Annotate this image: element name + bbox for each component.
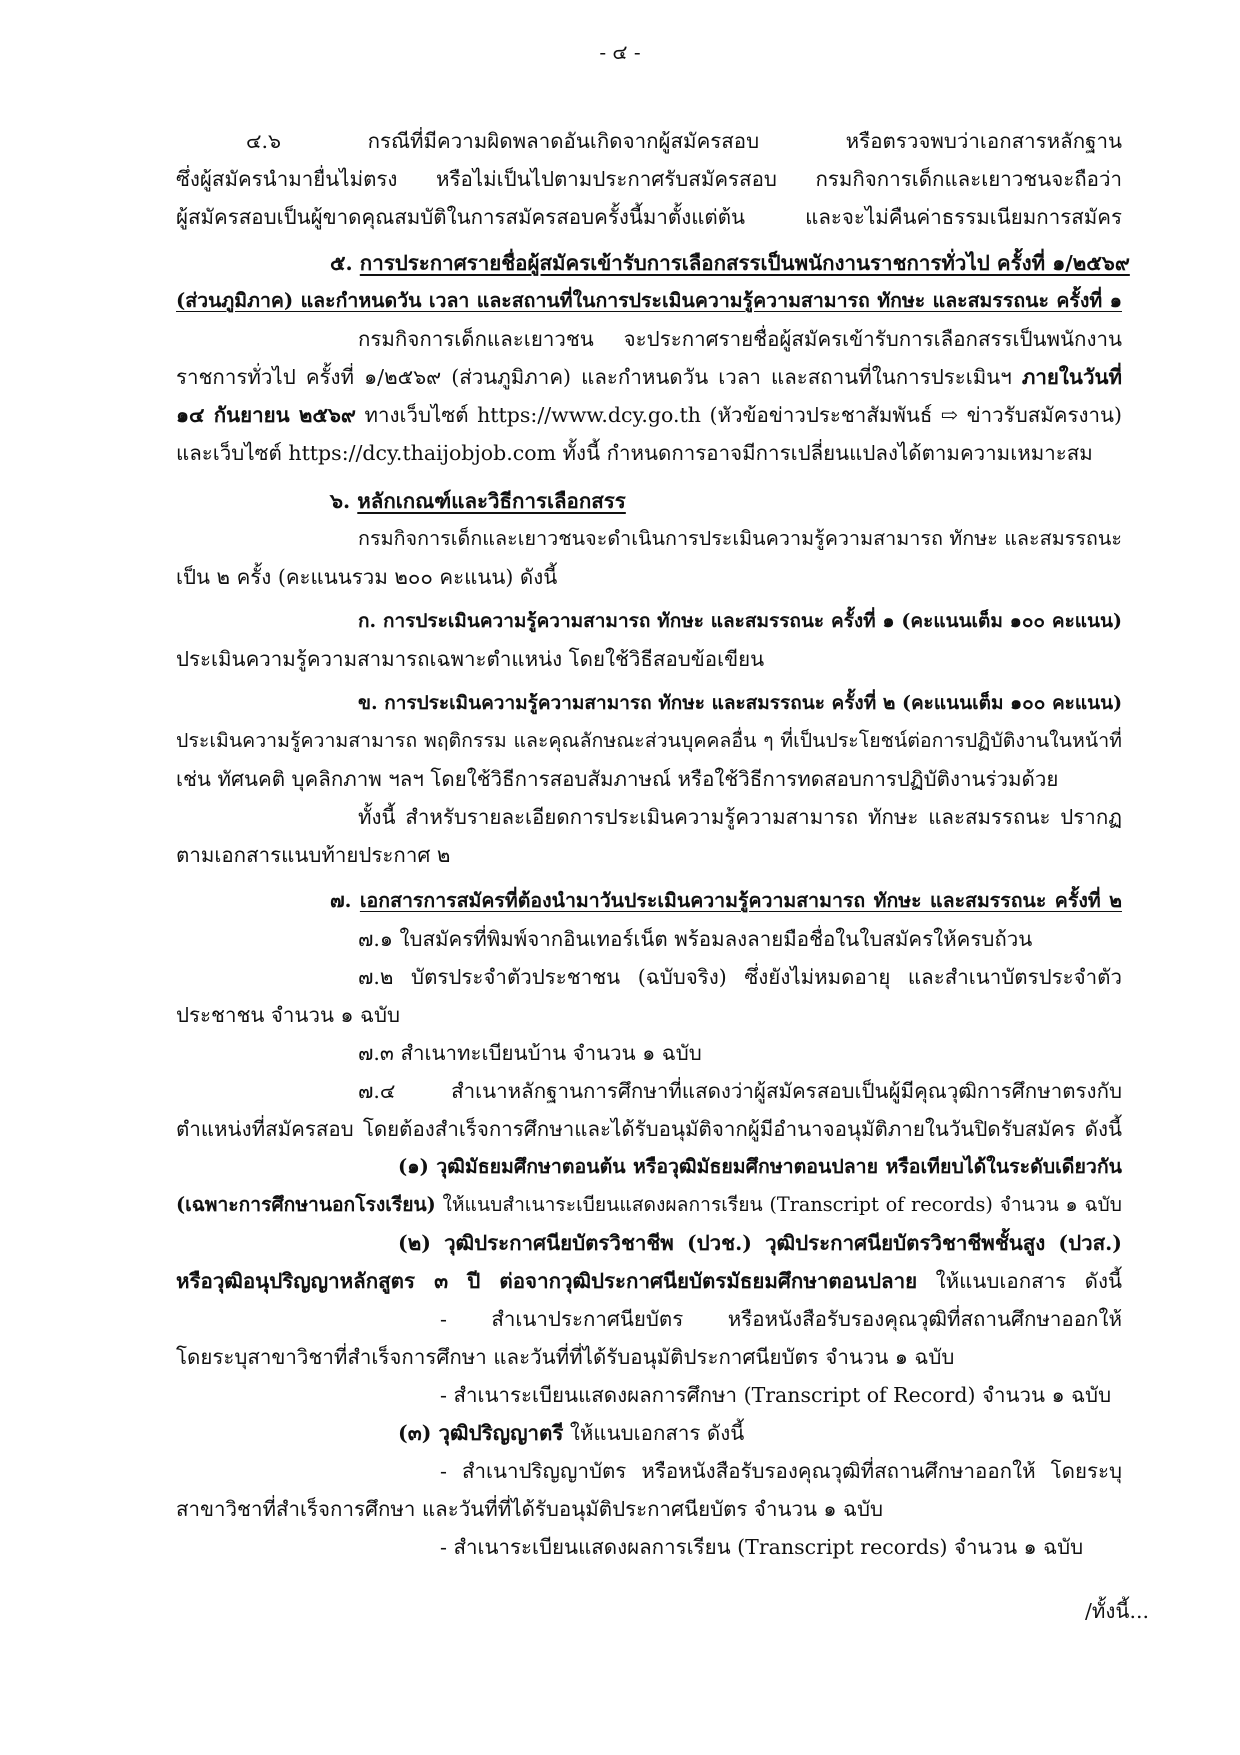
section-7-heading — [330, 883, 1122, 919]
section-number: ๖. — [330, 489, 351, 513]
document-item: - สำเนาประกาศนียบัตร หรือหนังสือรับรองคุณวุฒิที่สถานศึกษาออกให้ — [440, 1307, 1122, 1331]
paragraph-line: ตามเอกสารแนบท้ายประกาศ ๒ — [176, 843, 451, 867]
text-run-bold: ๑๔ กันยายน ๒๕๖๙ — [176, 403, 356, 427]
list-item-continuation: ประชาชน จำนวน ๑ ฉบับ — [176, 1003, 400, 1027]
paragraph-line: ผู้สมัครสอบเป็นผู้ขาดคุณสมบัติในการสมัครสอบครั้งนี้มาตั้งแต่ต้น และจะไม่คืนค่าธรรมเนียมการสมัคร — [176, 205, 1122, 229]
qualification-heading: (๑) วุฒิมัธยมศึกษาตอนต้น หรือวุฒิมัธยมศึกษาตอนปลาย หรือเทียบได้ในระดับเดียวกัน — [398, 1155, 1122, 1178]
section-5-heading — [330, 245, 1130, 281]
list-item: ๗.๑ ใบสมัครที่พิมพ์จากอินเทอร์เน็ต พร้อมลงลายมือชื่อในใบสมัครให้ครบถ้วน — [358, 927, 1033, 951]
section-title: เอกสารการสมัครที่ต้องนำมาวันประเมินความรู้ความสามารถ ทักษะ และสมรรถนะ ครั้งที่ ๒ — [359, 889, 1122, 912]
paragraph-line: ประเมินความรู้ความสามารถเฉพาะตำแหน่ง โดยใช้วิธีสอบข้อเขียน — [176, 647, 765, 671]
paragraph-line: ทั้งนี้ สำหรับรายละเอียดการประเมินความรู้ความสามารถ ทักษะ และสมรรถนะ ปรากฏ — [358, 805, 1122, 829]
text-run: ราชการทั่วไป ครั้งที่ ๑/๒๕๖๙ (ส่วนภูมิภาค) และกำหนดวัน เวลา และสถานที่ในการประเมินฯ — [176, 365, 1022, 389]
qualification-heading — [398, 1415, 744, 1451]
paragraph-line — [176, 359, 1122, 395]
paragraph-line: ซึ่งผู้สมัครนำมายื่นไม่ตรง หรือไม่เป็นไปตามประกาศรับสมัครสอบ กรมกิจการเด็กและเยาวชนจะถือว่า — [176, 167, 1122, 191]
document-item-continuation: โดยระบุสาขาวิชาที่สำเร็จการศึกษา และวันที่ที่ได้รับอนุมัติประกาศนียบัตร จำนวน ๑ ฉบับ — [176, 1345, 955, 1369]
document-item: - สำเนาปริญญาบัตร หรือหนังสือรับรองคุณวุฒิที่สถานศึกษาออกให้ โดยระบุ — [440, 1459, 1122, 1483]
section-title-line: (ส่วนภูมิภาค) และกำหนดวัน เวลา และสถานที่ในการประเมินความรู้ความสามารถ ทักษะ และสมรรถนะ ครั้งที่ ๑ — [176, 289, 1122, 312]
paragraph-line — [176, 1263, 1122, 1299]
document-item: - สำเนาระเบียนแสดงผลการเรียน (Transcript records) จำนวน ๑ ฉบับ — [440, 1535, 1084, 1559]
text-run: ให้แนบเอกสาร ดังนี้ — [563, 1421, 745, 1445]
text-run-bold: (๓) วุฒิปริญญาตรี — [398, 1421, 564, 1445]
paragraph-line — [176, 397, 1122, 433]
paragraph-line — [176, 1187, 1122, 1223]
subsection-heading: ข. การประเมินความรู้ความสามารถ ทักษะ และสมรรถนะ ครั้งที่ ๒ (คะแนนเต็ม ๑๐๐ คะแนน) — [358, 692, 1123, 714]
paragraph-line: กรมกิจการเด็กและเยาวชนจะดำเนินการประเมินความรู้ความสามารถ ทักษะ และสมรรถนะ — [358, 527, 1122, 550]
text-run-bold: (เฉพาะการศึกษานอกโรงเรียน) — [176, 1193, 436, 1216]
list-item-continuation: ตำแหน่งที่สมัครสอบ โดยต้องสำเร็จการศึกษาและได้รับอนุมัติจากผู้มีอำนาจอนุมัติภายในวันปิดรับสมัคร ดังนี้ — [176, 1117, 1122, 1141]
list-item: ๗.๒ บัตรประจำตัวประชาชน (ฉบับจริง) ซึ่งยังไม่หมดอายุ และสำเนาบัตรประจำตัว — [358, 965, 1122, 989]
qualification-heading: (๒) วุฒิประกาศนียบัตรวิชาชีพ (ปวช.) วุฒิประกาศนียบัตรวิชาชีพชั้นสูง (ปวส.) — [398, 1231, 1122, 1255]
section-number: ๕. — [330, 251, 353, 275]
text-run: ให้แนบเอกสาร ดังนี้ — [917, 1269, 1122, 1293]
text-run: ทางเว็บไซต์ https://www.dcy.go.th (หัวข้อข่าวประชาสัมพันธ์ ⇨ ข่าวรับสมัครงาน) — [355, 403, 1122, 427]
section-6-heading — [330, 483, 626, 519]
paragraph-line: ประเมินความรู้ความสามารถ พฤติกรรม และคุณลักษณะส่วนบุคคลอื่น ๆ ที่เป็นประโยชน์ต่อการปฏิบัติงานในหน้าที่ — [176, 729, 1122, 752]
subsection-heading: ก. การประเมินความรู้ความสามารถ ทักษะ และสมรรถนะ ครั้งที่ ๑ (คะแนนเต็ม ๑๐๐ คะแนน) — [358, 610, 1122, 632]
section-title: การประกาศรายชื่อผู้สมัครเข้ารับการเลือกสรรเป็นพนักงานราชการทั่วไป ครั้งที่ ๑/๒๕๖๙ — [359, 251, 1130, 275]
section-title: หลักเกณฑ์และวิธีการเลือกสรร — [357, 489, 626, 513]
document-item: - สำเนาระเบียนแสดงผลการศึกษา (Transcript of Record) จำนวน ๑ ฉบับ — [440, 1383, 1112, 1407]
page-number: - ๔ - — [599, 40, 641, 64]
paragraph-line: กรมกิจการเด็กและเยาวชน จะประกาศรายชื่อผู้สมัครเข้ารับการเลือกสรรเป็นพนักงาน — [358, 327, 1122, 351]
paragraph-line: และเว็บไซต์ https://dcy.thaijobjob.com ทั้งนี้ กำหนดการอาจมีการเปลี่ยนแปลงได้ตามความเหมาะสม — [176, 441, 1093, 465]
text-run: ให้แนบสำเนาระเบียนแสดงผลการเรียน (Transcript of records) จำนวน ๑ ฉบับ — [435, 1193, 1122, 1216]
paragraph-line: เช่น ทัศนคติ บุคลิกภาพ ฯลฯ โดยใช้วิธีการสอบสัมภาษณ์ หรือใช้วิธีการทดสอบการปฏิบัติงานร่วมด้วย — [176, 767, 1059, 791]
list-item: ๗.๔ สำเนาหลักฐานการศึกษาที่แสดงว่าผู้สมัครสอบเป็นผู้มีคุณวุฒิการศึกษาตรงกับ — [358, 1079, 1122, 1103]
continued-marker: /ทั้งนี้... — [1085, 1599, 1149, 1623]
text-run-bold: หรือวุฒิอนุปริญญาหลักสูตร ๓ ปี ต่อจากวุฒิประกาศนียบัตรมัธยมศึกษาตอนปลาย — [176, 1269, 918, 1293]
document-item-continuation: สาขาวิชาที่สำเร็จการศึกษา และวันที่ที่ได้รับอนุมัติประกาศนียบัตร จำนวน ๑ ฉบับ — [176, 1497, 884, 1521]
paragraph-line: ๔.๖ กรณีที่มีความผิดพลาดอันเกิดจากผู้สมัครสอบ หรือตรวจพบว่าเอกสารหลักฐาน — [246, 129, 1122, 153]
list-item: ๗.๓ สำเนาทะเบียนบ้าน จำนวน ๑ ฉบับ — [358, 1041, 702, 1065]
text-run-bold: ภายในวันที่ — [1021, 365, 1122, 389]
paragraph-line: เป็น ๒ ครั้ง (คะแนนรวม ๒๐๐ คะแนน) ดังนี้ — [176, 565, 558, 589]
section-number: ๗. — [330, 889, 352, 912]
